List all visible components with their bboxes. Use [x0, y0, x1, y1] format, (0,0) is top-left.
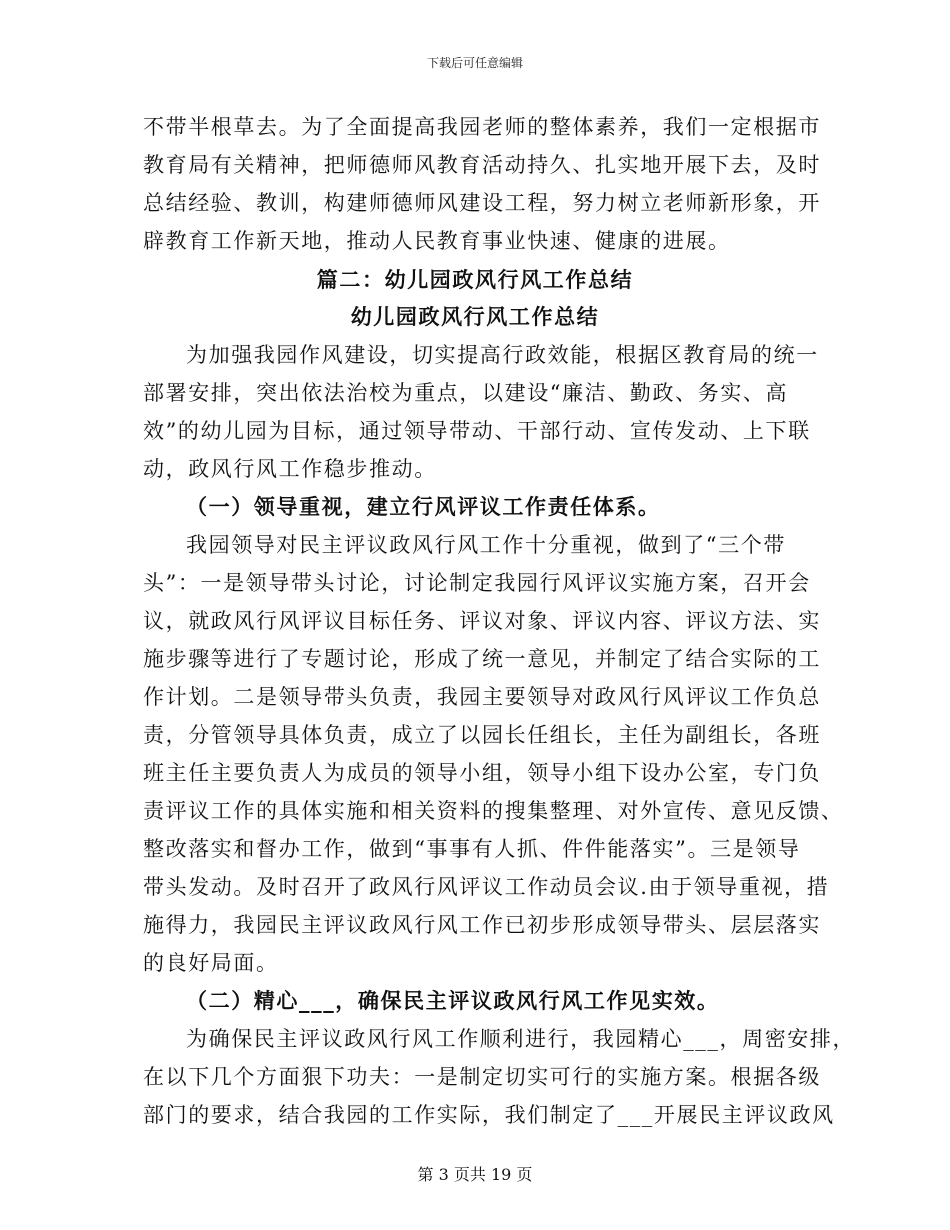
text-line: 带头发动。及时召开了政风行风评议工作动员会议.由于领导重视，措 — [143, 875, 830, 899]
page-header: 下载后可任意编辑 — [426, 56, 523, 70]
document-title: 幼儿园政风行风工作总结 — [350, 304, 600, 329]
text-line: 部门的要求，结合我园的工作实际，我们制定了___开展民主评议政风 — [143, 1103, 835, 1127]
text-line: 头”：一是领导带头讨论，讨论制定我园行风评议实施方案，召开会 — [143, 571, 811, 595]
text-line: 作计划。二是领导带头负责，我园主要领导对政风行风评议工作负总 — [143, 685, 821, 709]
subheading-2: （二）精心___，确保民主评议政风行风工作见实效。 — [186, 988, 720, 1013]
text-line: 责评议工作的具体实施和相关资料的搜集整理、对外宣传、意见反馈、 — [143, 799, 844, 823]
text-line: 教育局有关精神，把师德师风教育活动持久、扎实地开展下去，及时 — [143, 153, 821, 177]
text-line: 的良好局面。 — [143, 951, 279, 975]
paragraph-start: 为加强我园作风建设，切实提高行政效能，根据区教育局的统一 — [186, 343, 819, 367]
text-line: 总结经验、教训，构建师德师风建设工程，努力树立老师新形象，开 — [143, 191, 821, 215]
text-line: 部署安排，突出依法治校为重点，以建设“廉洁、勤政、务实、高 — [143, 381, 789, 405]
text-line: 班主任主要负责人为成员的领导小组，领导小组下设办公室，专门负 — [143, 761, 821, 785]
text-line: 议，就政风行风评议目标任务、评议对象、评议内容、评议方法、实 — [143, 609, 821, 633]
page-footer: 第 3 页共 19 页 — [417, 1165, 533, 1184]
text-line: 施步骤等进行了专题讨论，形成了统一意见，并制定了结合实际的工 — [143, 647, 821, 671]
paragraph-start: 我园领导对民主评议政风行风工作十分重视，做到了“三个带 — [186, 533, 786, 557]
text-line: 责，分管领导具体负责，成立了以园长任组长，主任为副组长，各班 — [143, 723, 821, 747]
text-line: 在以下几个方面狠下功夫：一是制定切实可行的实施方案。根据各级 — [143, 1065, 821, 1089]
subheading-1: （一）领导重视，建立行风评议工作责任体系。 — [186, 494, 661, 519]
text-line: 不带半根草去。为了全面提高我园老师的整体素养，我们一定根据市 — [143, 115, 821, 139]
text-line: 动，政风行风工作稳步推动。 — [143, 457, 437, 481]
section-title: 篇二：幼儿园政风行风工作总结 — [316, 267, 634, 292]
text-line: 效”的幼儿园为目标，通过领导带动、干部行动、宣传发动、上下联 — [143, 419, 811, 443]
text-line: 整改落实和督办工作，做到“事事有人抓、件件能落实”。三是领导 — [143, 837, 801, 861]
text-line: 辟教育工作新天地，推动人民教育事业快速、健康的进展。 — [143, 229, 731, 253]
text-line: 施得力，我园民主评议政风行风工作已初步形成领导带头、层层落实 — [143, 913, 821, 937]
paragraph-start: 为确保民主评议政风行风工作顺利进行，我园精心___，周密安排， — [186, 1027, 856, 1051]
